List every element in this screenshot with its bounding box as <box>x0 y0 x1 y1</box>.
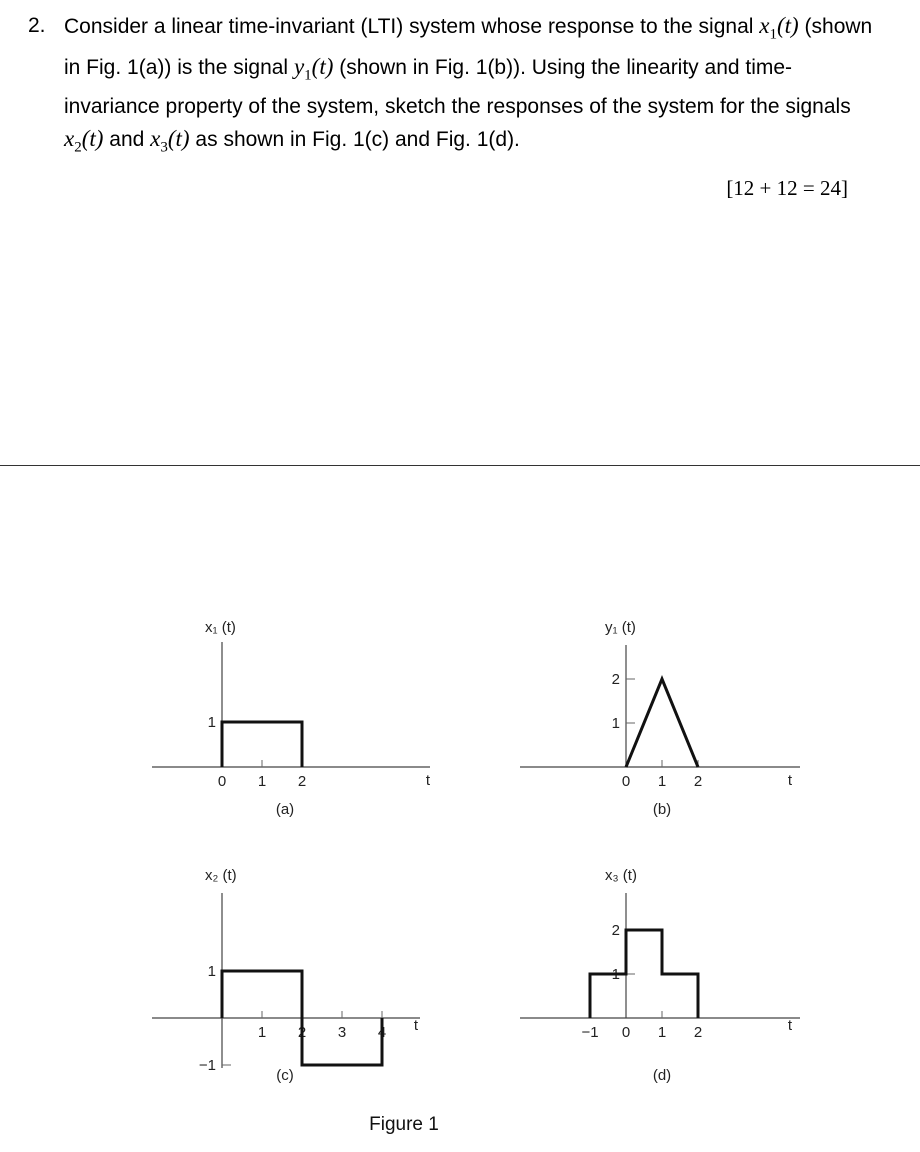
y-axis-label: x₂ (t) <box>205 867 237 884</box>
x-tick-label: −1 <box>581 1024 599 1041</box>
y-axis-label: x₁ (t) <box>205 619 236 636</box>
x-tick-label: 1 <box>257 1024 267 1041</box>
x-tick-label: 1 <box>657 773 667 790</box>
figure-b <box>520 619 800 818</box>
x-axis-label: t <box>787 1017 793 1034</box>
subfigure-caption: (c) <box>276 1067 294 1084</box>
y-axis-label: y₁ (t) <box>605 619 636 636</box>
x-tick-label: 2 <box>297 773 307 790</box>
x-axis-label: t <box>413 1017 419 1034</box>
x-axis-label: t <box>787 772 793 789</box>
y-tick-label: 1 <box>207 714 216 731</box>
y-tick-label: 2 <box>611 922 620 939</box>
question-number: 2. <box>28 14 46 37</box>
y-axis-label: x₃ (t) <box>605 867 637 884</box>
figure-a <box>152 619 431 818</box>
x-tick-label: 2 <box>297 1024 307 1041</box>
y-tick-label: 1 <box>207 963 216 980</box>
x-tick-label: 0 <box>217 773 227 790</box>
x-tick-label: 3 <box>337 1024 347 1041</box>
x-tick-label: 0 <box>621 773 631 790</box>
figure-d <box>520 867 800 1084</box>
x-tick-label: 1 <box>257 773 267 790</box>
x-tick-label: 1 <box>657 1024 667 1041</box>
signal-x3: $x_3(t)$ <box>150 126 190 156</box>
question-segment-1: Consider a linear time-invariant (LTI) system whose response to the signal <box>64 15 760 38</box>
y-tick-label: 2 <box>611 671 620 688</box>
y-tick-label: 1 <box>611 966 620 983</box>
subfigure-caption: (b) <box>652 801 672 818</box>
y-tick-label: −1 <box>198 1057 216 1074</box>
subfigure-caption: (d) <box>652 1067 672 1084</box>
signal-y1: $y_1(t)$ <box>293 53 334 84</box>
question-segment-5: as shown in Fig. 1(c) and Fig. 1(d). <box>189 128 520 152</box>
signal-x1: $x_1(t)$ <box>759 13 799 43</box>
x-axis-label: t <box>425 772 431 789</box>
question-segment-4: and <box>103 128 151 152</box>
x-tick-label: 0 <box>621 1024 631 1041</box>
figure-c <box>152 867 420 1084</box>
signal-waveform <box>626 679 698 767</box>
marks-allocation: [12 + 12 = 24] <box>726 176 848 200</box>
y-tick-label: 1 <box>611 715 620 732</box>
x-tick-label: 4 <box>377 1024 387 1041</box>
signal-x2: $x_2(t)$ <box>64 126 104 156</box>
question-segment-3: (shown in Fig. 1(b)). Using the linearity and time-invariance property of the system, sketch the responses of the system for the signals <box>64 55 851 119</box>
x-tick-label: 2 <box>693 1024 703 1041</box>
figure-caption: Figure 1 <box>369 1114 439 1135</box>
subfigure-caption: (a) <box>275 801 295 818</box>
x-tick-label: 2 <box>693 773 703 790</box>
question-segment-2: (shown in Fig. 1(a)) is the signal <box>64 15 873 79</box>
signal-waveform <box>590 930 698 1018</box>
